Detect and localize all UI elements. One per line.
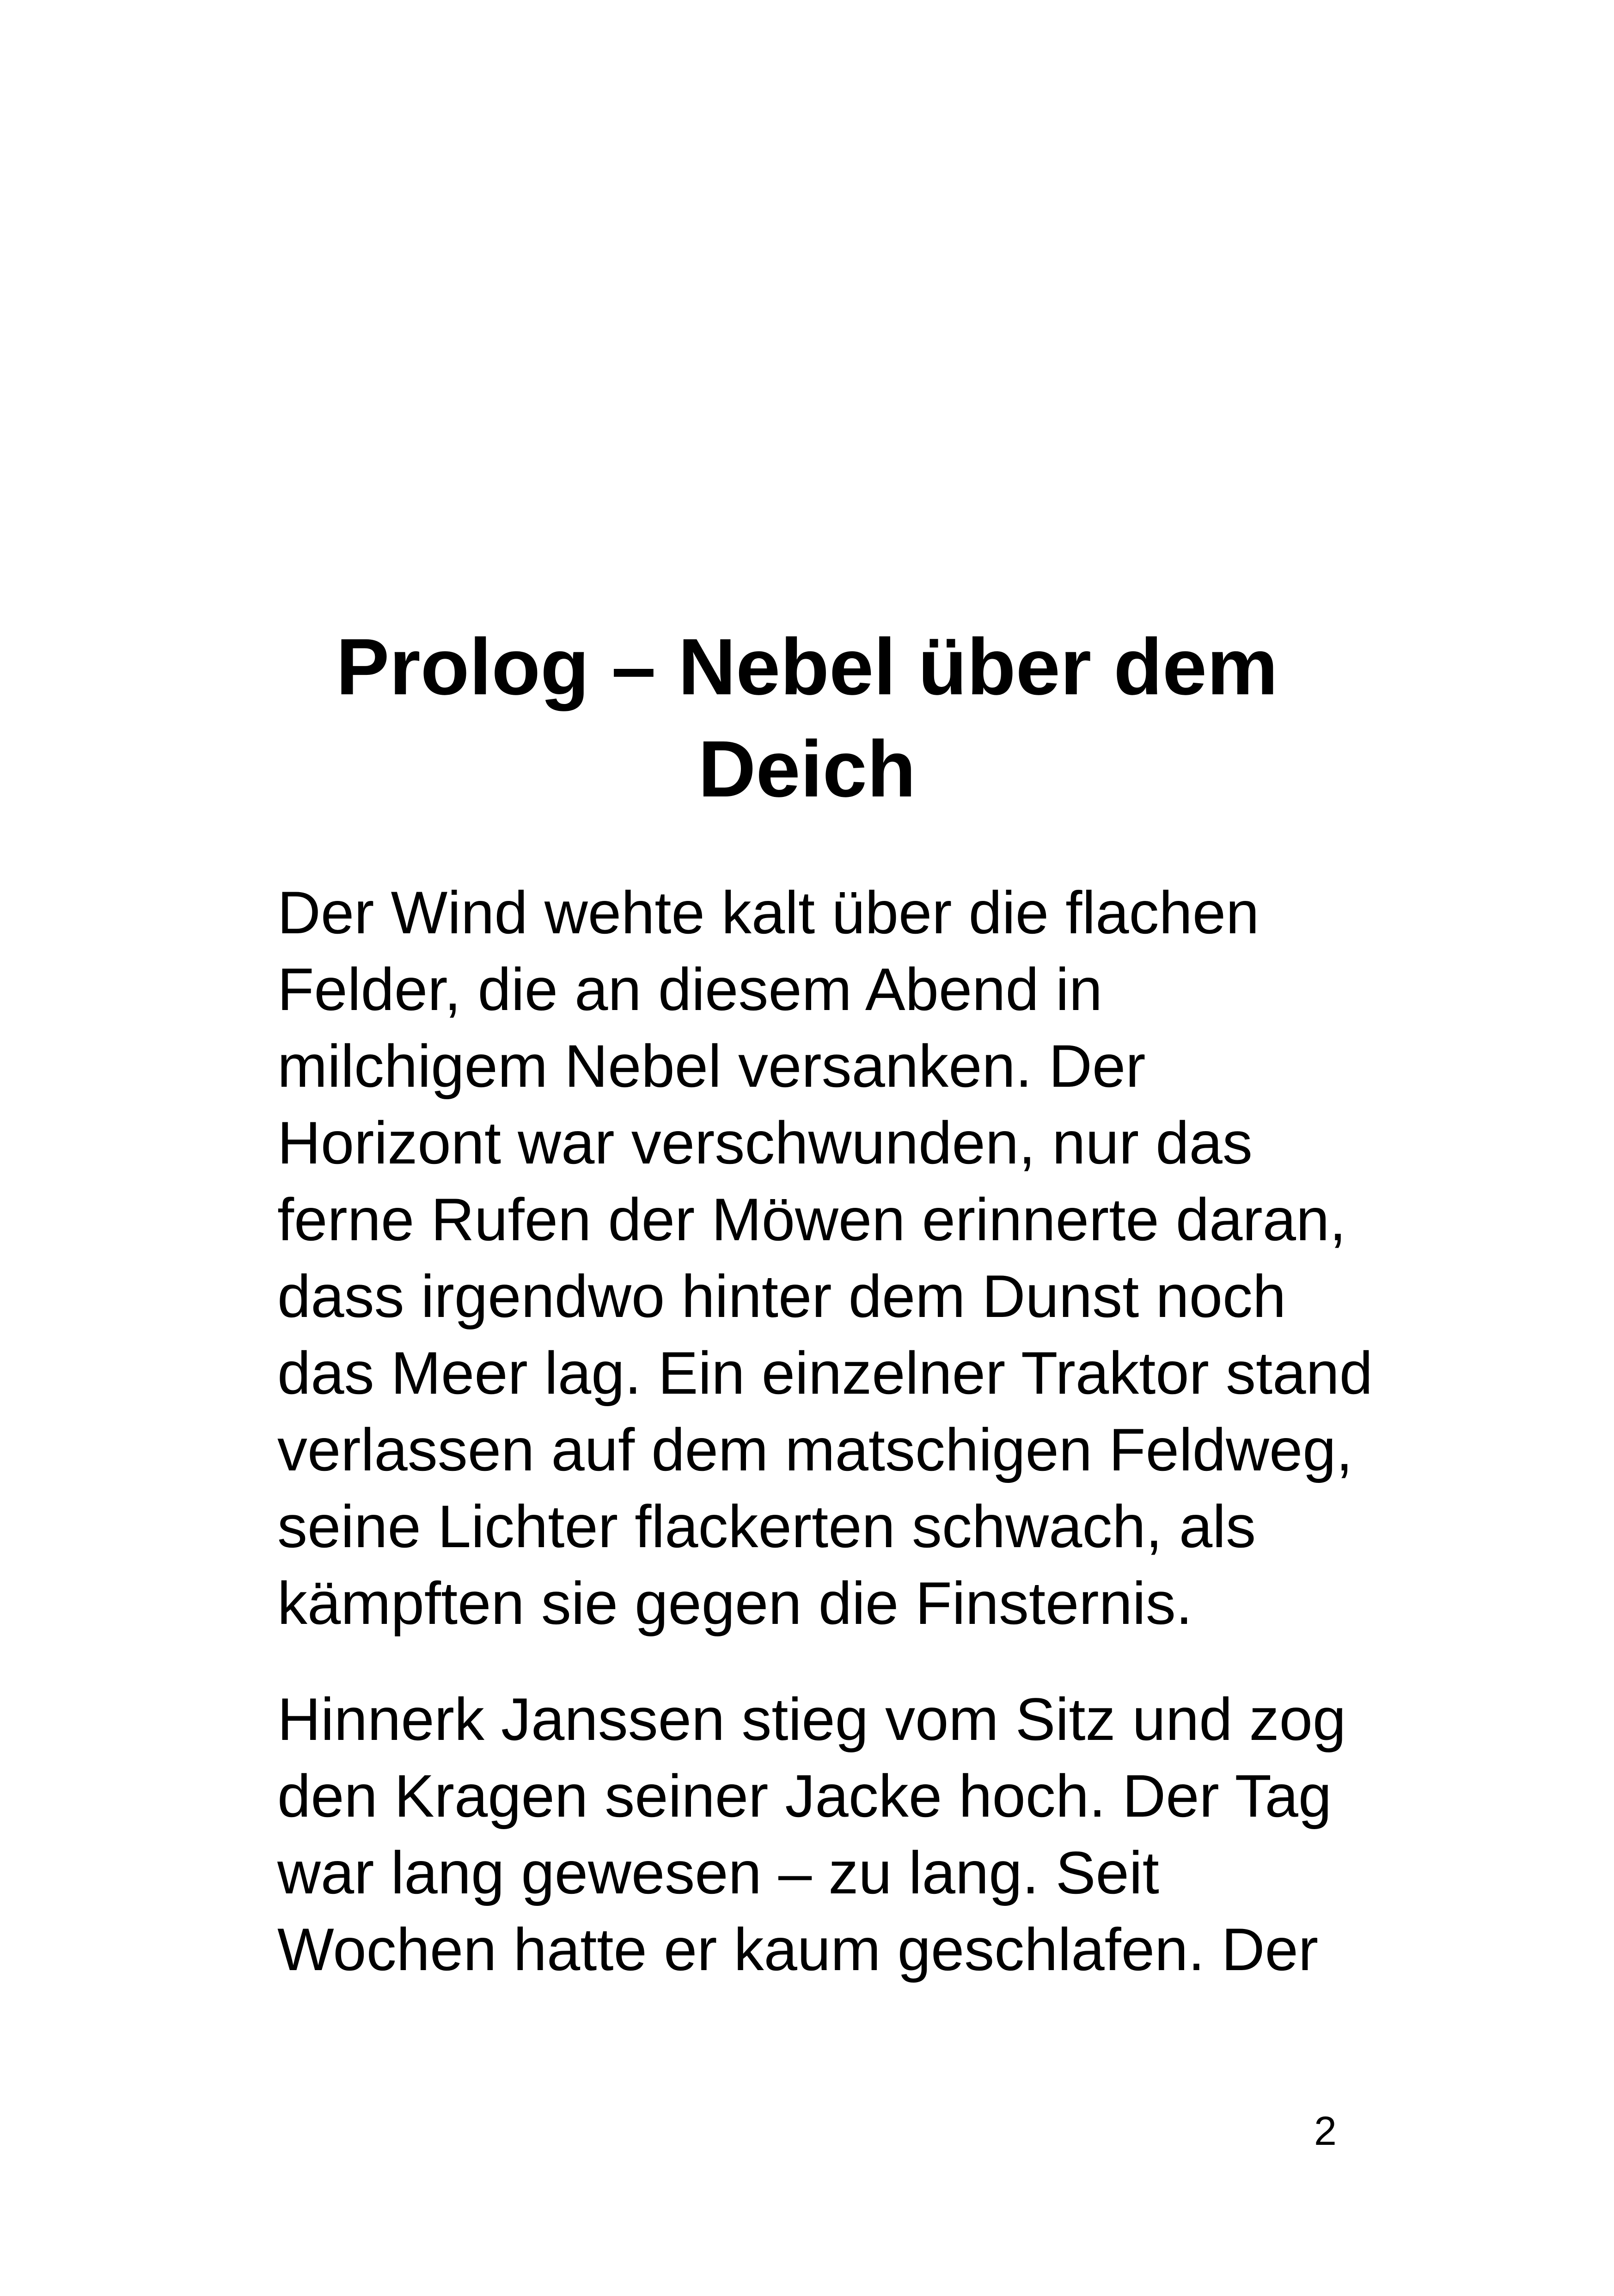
text-line: Wochen hatte er kaum geschlafen. Der: [277, 1916, 1319, 1983]
text-line: den Kragen seiner Jacke hoch. Der Tag: [277, 1762, 1332, 1830]
chapter-title-line: Deich: [698, 724, 916, 814]
paragraph-1: [277, 874, 1373, 1641]
page-number: 2: [1314, 2108, 1337, 2154]
text-line: seine Lichter flackerten schwach, als: [277, 1493, 1256, 1560]
chapter-title: [277, 616, 1337, 820]
text-line: ferne Rufen der Möwen erinnerte daran,: [277, 1186, 1346, 1253]
text-line: das Meer lag. Ein einzelner Traktor stand: [277, 1339, 1373, 1407]
text-line: verlassen auf dem matschigen Feldweg,: [277, 1416, 1353, 1483]
chapter-title-line: Prolog – Nebel über dem: [336, 622, 1278, 711]
text-line: war lang gewesen – zu lang. Seit: [277, 1839, 1159, 1906]
text-line: Horizont war verschwunden, nur das: [277, 1109, 1253, 1176]
text-line: dass irgendwo hinter dem Dunst noch: [277, 1262, 1286, 1330]
text-line: milchigem Nebel versanken. Der: [277, 1032, 1146, 1100]
text-line: kämpften sie gegen die Finsternis.: [277, 1569, 1192, 1637]
paragraph-2: [277, 1681, 1346, 1988]
text-line: Felder, die an diesem Abend in: [277, 955, 1103, 1023]
text-line: Hinnerk Janssen stieg vom Sitz und zog: [277, 1685, 1346, 1753]
text-line: Der Wind wehte kalt über die flachen: [277, 879, 1259, 946]
